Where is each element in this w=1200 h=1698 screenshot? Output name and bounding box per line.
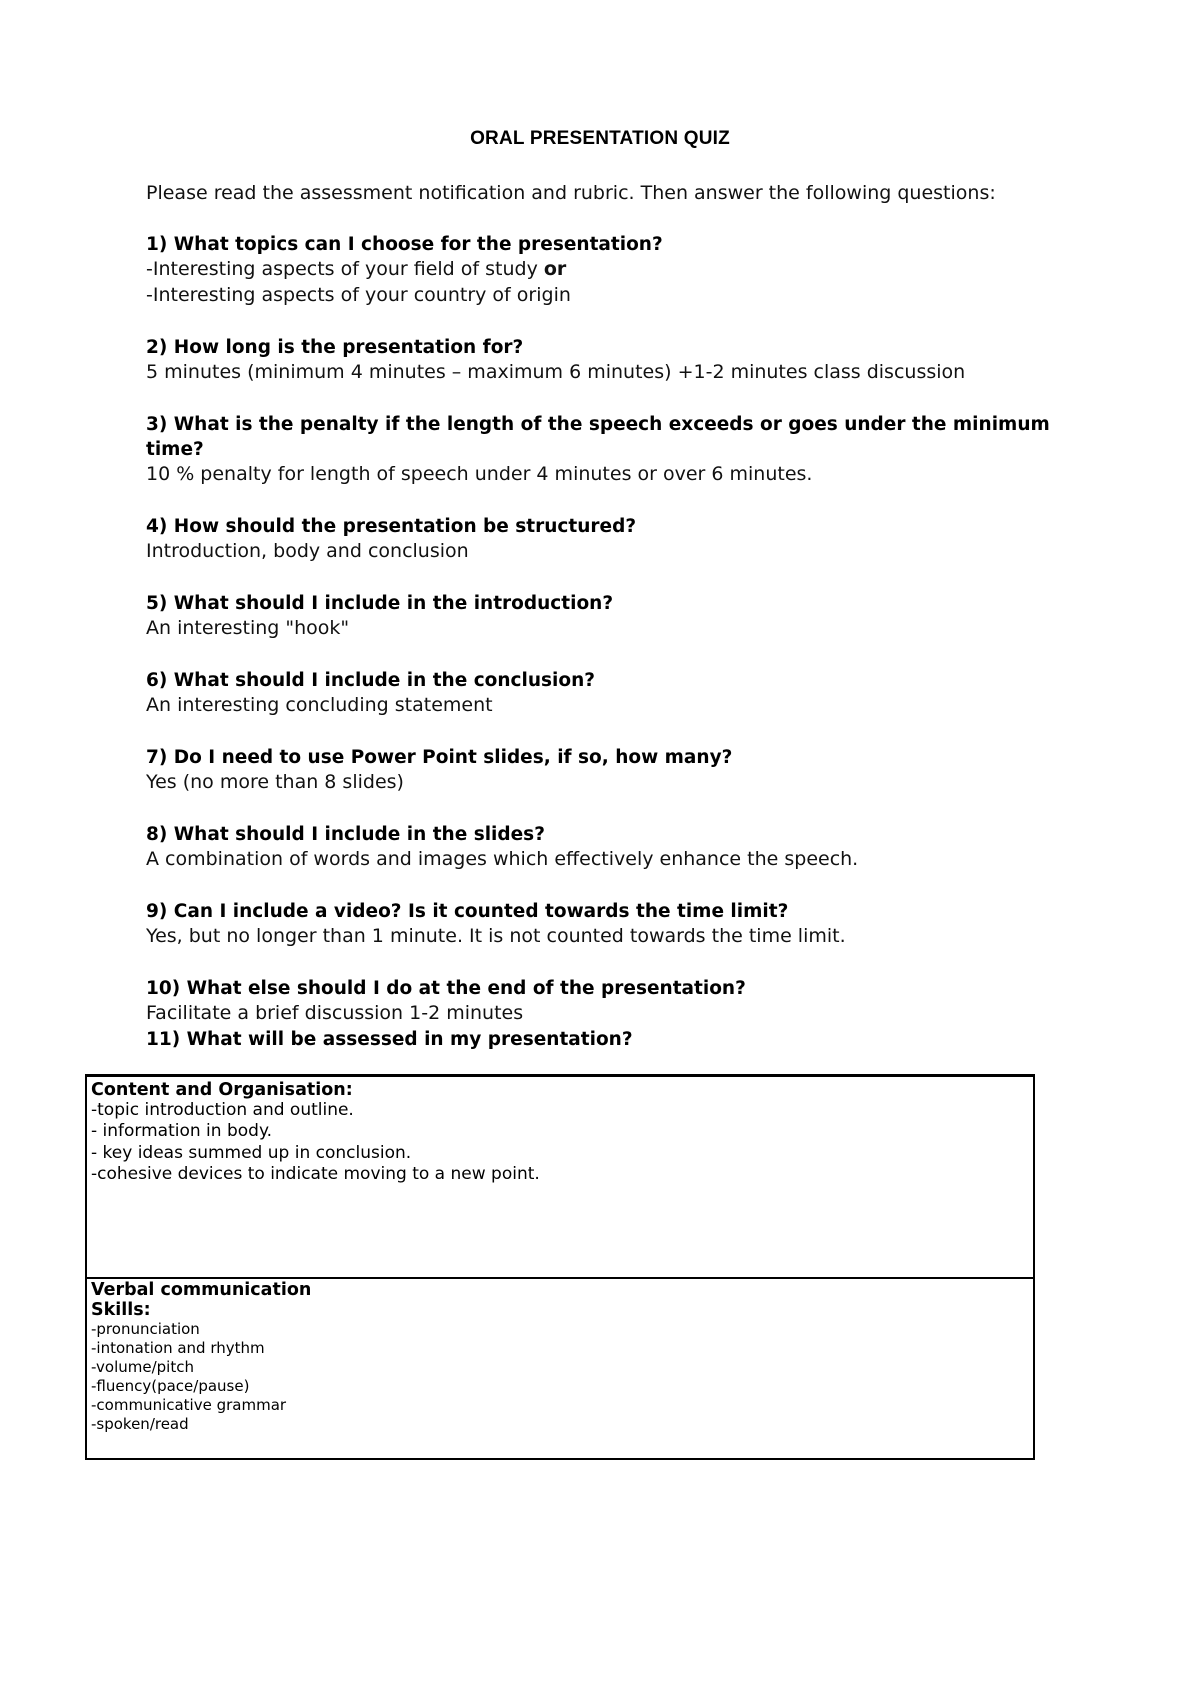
answer-text: A combination of words and images which effectively enhance the speech. [146,848,859,870]
question-text-cont: time? [146,439,204,460]
question-8 [146,822,1096,873]
question-text: 9) Can I include a video? Is it counted towards the time limit? [146,901,789,922]
question-text: 2) How long is the presentation for? [146,337,524,358]
rubric-item: - information in body. [91,1121,272,1142]
rubric-item: -spoken/read [91,1415,189,1433]
question-10 [146,976,1096,1052]
question-text: 1) What topics can I choose for the presentation? [146,234,663,255]
rubric-cell-content [87,1077,1033,1279]
rubric-cell-verbal [87,1279,1033,1458]
rubric-item: -volume/pitch [91,1358,194,1376]
question-6 [146,668,1096,719]
rubric-item: -pronunciation [91,1320,200,1338]
rubric-item: -fluency(pace/pause) [91,1377,250,1395]
assessment-rubric-table [85,1074,1035,1460]
question-text: 6) What should I include in the conclusion? [146,670,595,691]
answer-text: 10 % penalty for length of speech under 4 minutes or over 6 minutes. [146,463,813,485]
answer-text: Yes (no more than 8 slides) [146,771,404,793]
question-9 [146,899,1096,950]
question-7 [146,745,1096,796]
question-text: 10) What else should I do at the end of the presentation? [146,978,746,999]
rubric-item: -topic introduction and outline. [91,1100,354,1120]
question-text: 7) Do I need to use Power Point slides, if so, how many? [146,747,733,768]
question-text: 3) What is the penalty if the length of the speech exceeds or goes under the minimum [146,414,1050,435]
rubric-subheading: Skills: [91,1300,151,1320]
intro-text: Please read the assessment notification and rubric. Then answer the following questions: [146,182,996,204]
answer-text: Yes, but no longer than 1 minute. It is not counted towards the time limit. [146,925,846,947]
question-2 [146,335,1096,386]
question-4 [146,514,1096,565]
answer-text: -Interesting aspects of your field of study or [146,258,567,280]
rubric-item: - key ideas summed up in conclusion. [91,1142,412,1163]
rubric-heading: Content and Organisation: [91,1080,353,1100]
page-title: ORAL PRESENTATION QUIZ [470,128,730,149]
answer-text: -Interesting aspects of your country of origin [146,283,571,306]
question-text: 8) What should I include in the slides? [146,824,545,845]
question-text: 4) How should the presentation be structured? [146,516,637,537]
question-5 [146,591,1096,642]
rubric-item: -communicative grammar [91,1396,287,1414]
answer-text: An interesting "hook" [146,617,350,639]
rubric-item: -cohesive devices to indicate moving to a new point. [91,1163,540,1184]
question-text: 5) What should I include in the introduction? [146,593,614,614]
rubric-item: -intonation and rhythm [91,1339,265,1357]
question-11-text: 11) What will be assessed in my presentation? [146,1028,633,1050]
question-1 [146,232,1096,308]
answer-text: An interesting concluding statement [146,694,493,716]
answer-text: Introduction, body and conclusion [146,540,469,562]
question-3 [146,412,1096,488]
rubric-heading: Verbal communication [91,1280,312,1300]
answer-text: Facilitate a brief discussion 1-2 minutes [146,1002,524,1024]
answer-text: 5 minutes (minimum 4 minutes – maximum 6 minutes) +1-2 minutes class discussion [146,361,966,383]
